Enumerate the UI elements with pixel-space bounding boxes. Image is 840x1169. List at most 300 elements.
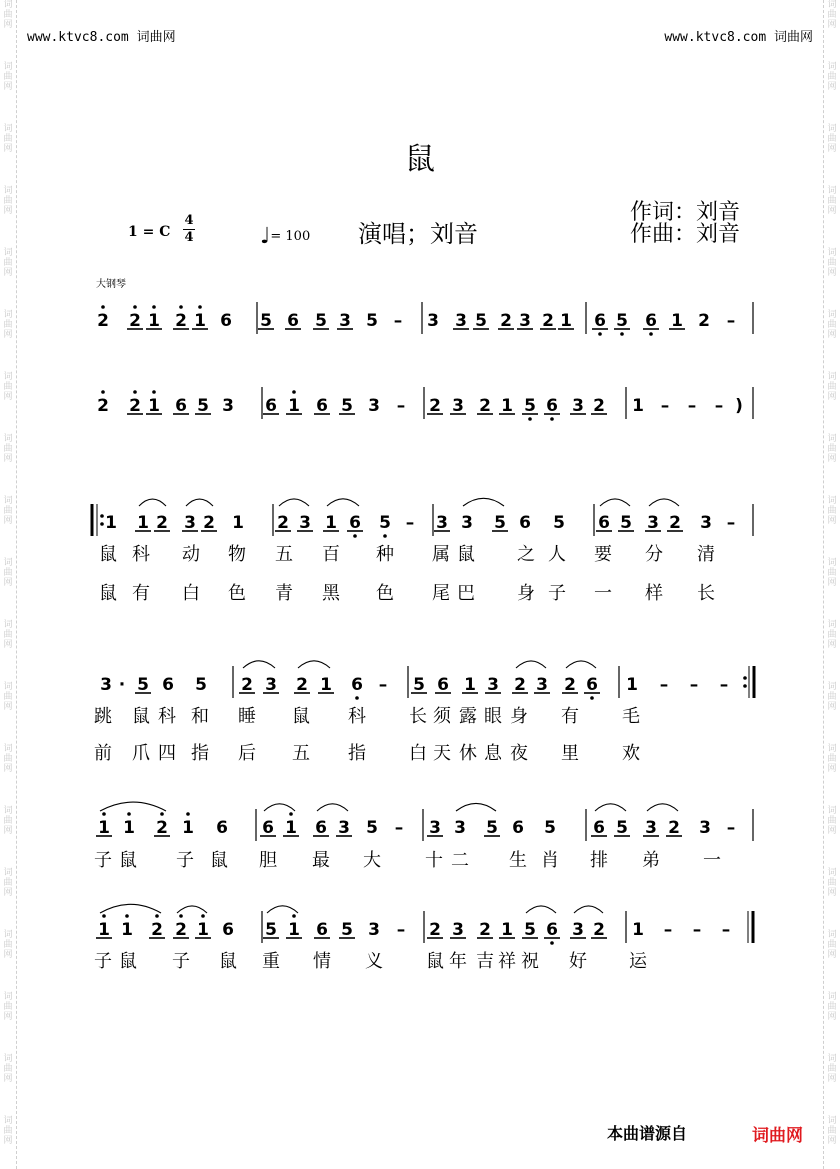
low-octave-dot — [649, 332, 653, 336]
lyric-char: 和 — [191, 706, 209, 727]
instrument-label: 大钢琴 — [96, 279, 126, 290]
note: 6 — [265, 396, 277, 416]
note: 1 — [148, 396, 160, 416]
lyric-char: 欢 — [622, 743, 640, 764]
note: 6 — [437, 675, 449, 695]
note: · — [118, 675, 126, 695]
note: 3 — [699, 818, 711, 838]
lyric-char: 尾 — [432, 583, 450, 604]
edge-watermark-text: 词 曲 网 — [827, 620, 837, 650]
high-octave-dot — [179, 305, 183, 309]
note: 5 — [197, 396, 209, 416]
edge-watermark-text: 词 曲 网 — [3, 806, 13, 836]
note: 5 — [616, 818, 628, 838]
lyric-char: 科 — [348, 706, 366, 727]
note: 1 — [232, 513, 244, 533]
repeat-dot — [743, 676, 747, 680]
note: 3 — [299, 513, 311, 533]
tie-slur — [139, 499, 166, 506]
note: – — [663, 920, 673, 940]
high-octave-dot — [101, 305, 105, 309]
lyric-char: 青 — [275, 583, 293, 604]
note: 5 — [195, 675, 207, 695]
note: 1 — [148, 311, 160, 331]
note: 2 — [514, 675, 526, 695]
note: 1 — [182, 818, 194, 838]
note: 3 — [454, 818, 466, 838]
low-octave-dot — [620, 332, 624, 336]
tie-slur — [243, 661, 275, 668]
note: 3 — [222, 396, 234, 416]
high-octave-dot — [125, 914, 129, 918]
high-octave-dot — [152, 305, 156, 309]
note: 3 — [647, 513, 659, 533]
lyric-char: 排 — [590, 850, 608, 871]
low-octave-dot — [353, 534, 357, 538]
tie-slur — [526, 906, 556, 913]
edge-watermark-text: 词 曲 网 — [827, 806, 837, 836]
note: 2 — [175, 920, 187, 940]
note: – — [396, 396, 406, 416]
edge-watermark-text: 词 曲 网 — [827, 310, 837, 340]
note: 2 — [203, 513, 215, 533]
note: 2 — [593, 396, 605, 416]
composer-credit: 作曲：刘音 — [630, 222, 741, 247]
tie-slur — [647, 804, 678, 811]
lyric-char: 清 — [697, 544, 715, 565]
note: 2 — [429, 396, 441, 416]
lyric-char: 科 — [132, 544, 150, 565]
note: 6 — [216, 818, 228, 838]
note: – — [394, 818, 404, 838]
low-octave-dot — [550, 941, 554, 945]
note: – — [396, 920, 406, 940]
tempo-value: = 100 — [270, 229, 311, 244]
high-octave-dot — [102, 812, 106, 816]
lyric-char: 鼠 — [119, 850, 137, 871]
lyric-char: 生 — [509, 850, 527, 871]
header-left-url[interactable]: www.ktvc8.com — [27, 30, 129, 45]
note: 3 — [700, 513, 712, 533]
note: 6 — [351, 675, 363, 695]
lyric-char: 年 — [449, 951, 467, 972]
note: 6 — [349, 513, 361, 533]
note: 5 — [616, 311, 628, 331]
edge-watermark-text: 词 曲 网 — [3, 496, 13, 526]
lyric-char: 种 — [376, 544, 394, 565]
lyric-char: 眼 — [484, 706, 502, 727]
lyric-char: 样 — [645, 583, 663, 604]
lyric-char: 四 — [158, 743, 176, 764]
lyric-char: 有 — [561, 706, 579, 727]
note: 5 — [366, 311, 378, 331]
tie-slur — [267, 906, 298, 913]
note: – — [719, 675, 729, 695]
lyric-char: 十 — [425, 850, 443, 871]
lyric-char: 黑 — [322, 583, 340, 604]
tie-slur — [456, 803, 496, 811]
lyric-char: 胆 — [259, 850, 277, 871]
note: 2 — [156, 818, 168, 838]
header-right-site-name: 词曲网 — [773, 30, 813, 45]
note: 1 — [325, 513, 337, 533]
tie-slur — [186, 499, 213, 506]
lyric-char: 息 — [484, 743, 502, 764]
lyric-char: 子 — [548, 583, 566, 604]
lyric-char: 大 — [363, 850, 381, 871]
high-octave-dot — [155, 914, 159, 918]
note: 5 — [413, 675, 425, 695]
note: 6 — [593, 818, 605, 838]
lyric-char: 好 — [569, 951, 587, 972]
note: 3 — [536, 675, 548, 695]
lyric-char: 子 — [94, 850, 112, 871]
note: 3 — [339, 311, 351, 331]
singer-credit: 演唱；刘音 — [358, 220, 478, 248]
key-signature: 1 = C — [128, 224, 171, 240]
lyric-char: 五 — [275, 544, 293, 565]
note: 6 — [162, 675, 174, 695]
note: 1 — [98, 920, 110, 940]
note: 2 — [296, 675, 308, 695]
note: 1 — [288, 396, 300, 416]
edge-watermark-text: 词 曲 网 — [827, 1054, 837, 1084]
lyric-char: 鼠 — [132, 706, 150, 727]
lyric-char: 科 — [158, 706, 176, 727]
edge-watermark-text: 词 曲 网 — [827, 1116, 837, 1146]
note: 2 — [97, 311, 109, 331]
edge-watermark-text: 词 曲 网 — [3, 124, 13, 154]
lyricist-credit: 作词：刘音 — [630, 200, 741, 225]
note: 5 — [494, 513, 506, 533]
note: 5 — [475, 311, 487, 331]
note: 5 — [341, 396, 353, 416]
note: – — [726, 818, 736, 838]
note: ) — [735, 396, 743, 416]
note: 3 — [338, 818, 350, 838]
note: 5 — [265, 920, 277, 940]
note: 3 — [461, 513, 473, 533]
lyric-char: 长 — [697, 583, 715, 604]
lyric-char: 五 — [292, 743, 310, 764]
note: 2 — [129, 396, 141, 416]
note: 5 — [260, 311, 272, 331]
lyric-char: 夜 — [510, 743, 528, 764]
edge-watermark-text: 词 曲 网 — [827, 124, 837, 154]
tie-slur — [264, 804, 295, 811]
edge-watermark-text: 词 曲 网 — [3, 992, 13, 1022]
lyric-char: 鼠 — [119, 951, 137, 972]
tie-slur — [177, 906, 207, 913]
lyric-char: 属 — [432, 544, 450, 565]
note: 1 — [98, 818, 110, 838]
edge-watermark-text: 词 曲 网 — [827, 682, 837, 712]
lyric-char: 一 — [703, 850, 721, 871]
lyric-char: 跳 — [94, 706, 112, 727]
lyric-char: 长 — [409, 706, 427, 727]
lyric-char: 毛 — [622, 706, 640, 727]
note: – — [659, 675, 669, 695]
header-right-url[interactable]: www.ktvc8.com — [664, 30, 767, 45]
lyric-char: 一 — [594, 583, 612, 604]
song-title: 鼠 — [405, 142, 435, 177]
note: 1 — [285, 818, 297, 838]
quarter-note-icon: ♩ — [260, 224, 271, 249]
note: 1 — [320, 675, 332, 695]
tie-slur — [595, 804, 626, 811]
lyric-char: 情 — [313, 951, 331, 972]
edge-watermark-text: 词 曲 网 — [3, 682, 13, 712]
note: 3 — [487, 675, 499, 695]
high-octave-dot — [133, 390, 137, 394]
lyric-char: 鼠 — [219, 951, 237, 972]
high-octave-dot — [201, 914, 205, 918]
lyric-char: 身 — [517, 583, 535, 604]
note: 6 — [594, 311, 606, 331]
high-octave-dot — [160, 812, 164, 816]
note: 3 — [455, 311, 467, 331]
lyric-char: 子 — [172, 951, 190, 972]
low-octave-dot — [598, 332, 602, 336]
low-octave-dot — [550, 417, 554, 421]
lyric-char: 子 — [94, 951, 112, 972]
tie-slur — [566, 661, 596, 668]
high-octave-dot — [292, 914, 296, 918]
lyric-char: 指 — [191, 743, 209, 764]
note: 6 — [316, 396, 328, 416]
lyric-char: 百 — [322, 544, 340, 565]
footer-source-label: 本曲谱源自 — [607, 1124, 688, 1143]
note: – — [714, 396, 724, 416]
lyric-char: 指 — [348, 743, 366, 764]
note: 2 — [277, 513, 289, 533]
note: 3 — [452, 920, 464, 940]
low-octave-dot — [383, 534, 387, 538]
note: 2 — [564, 675, 576, 695]
note: 1 — [137, 513, 149, 533]
lyric-char: 鼠 — [292, 706, 310, 727]
high-octave-dot — [102, 914, 106, 918]
note: 1 — [288, 920, 300, 940]
note: 3 — [265, 675, 277, 695]
lyric-char: 之 — [517, 544, 535, 565]
note: 2 — [479, 920, 491, 940]
lyric-char: 分 — [645, 544, 663, 565]
tie-slur — [298, 661, 330, 668]
edge-watermark-text: 词 曲 网 — [3, 930, 13, 960]
note: 3 — [429, 818, 441, 838]
edge-watermark-text: 词 曲 网 — [3, 248, 13, 278]
note: 6 — [220, 311, 232, 331]
edge-watermark-text: 词 曲 网 — [827, 496, 837, 526]
lyric-char: 祥 — [498, 951, 516, 972]
note: 6 — [546, 396, 558, 416]
note: 3 — [184, 513, 196, 533]
lyric-char: 色 — [228, 583, 246, 604]
note: 2 — [479, 396, 491, 416]
note: 3 — [100, 675, 112, 695]
note: – — [393, 311, 403, 331]
note: 6 — [315, 818, 327, 838]
note: 2 — [698, 311, 710, 331]
high-octave-dot — [179, 914, 183, 918]
note: 1 — [197, 920, 209, 940]
lyric-char: 运 — [629, 951, 647, 972]
note: 3 — [572, 396, 584, 416]
edge-watermark-text: 词 曲 网 — [3, 744, 13, 774]
low-octave-dot — [590, 696, 594, 700]
edge-watermark-text: 词 曲 网 — [827, 62, 837, 92]
note: 1 — [560, 311, 572, 331]
note: – — [726, 311, 736, 331]
tie-slur — [100, 802, 166, 811]
note: 2 — [500, 311, 512, 331]
note: 5 — [366, 818, 378, 838]
note: 6 — [512, 818, 524, 838]
time-signature-bottom: 4 — [184, 230, 194, 245]
note: 3 — [452, 396, 464, 416]
note: 1 — [194, 311, 206, 331]
note: 1 — [501, 396, 513, 416]
lyric-char: 白 — [182, 583, 200, 604]
lyric-char: 人 — [548, 544, 566, 565]
note: 2 — [97, 396, 109, 416]
note: 3 — [427, 311, 439, 331]
footer-site-name[interactable]: 词曲网 — [752, 1126, 803, 1146]
lyric-char: 鼠 — [99, 544, 117, 565]
note: 3 — [368, 396, 380, 416]
note: 5 — [486, 818, 498, 838]
edge-watermark-text: 词 曲 网 — [3, 62, 13, 92]
note: – — [687, 396, 697, 416]
tie-slur — [279, 499, 309, 506]
high-octave-dot — [292, 390, 296, 394]
lyric-char: 肖 — [541, 850, 559, 871]
note: 2 — [156, 513, 168, 533]
lyric-char: 动 — [182, 544, 200, 565]
note: 5 — [341, 920, 353, 940]
edge-watermark-text: 词 曲 网 — [3, 620, 13, 650]
tie-slur — [574, 906, 603, 913]
note: 1 — [121, 920, 133, 940]
note: – — [405, 513, 415, 533]
edge-watermark-text: 词 曲 网 — [3, 372, 13, 402]
lyric-char: 天 — [433, 743, 451, 764]
tie-slur — [463, 498, 504, 506]
note: – — [378, 675, 388, 695]
note: 1 — [464, 675, 476, 695]
lyric-char: 后 — [238, 743, 256, 764]
lyric-char: 巴 — [457, 583, 475, 604]
note: 6 — [175, 396, 187, 416]
low-octave-dot — [528, 417, 532, 421]
lyric-char: 弟 — [642, 850, 660, 871]
note: 6 — [262, 818, 274, 838]
lyric-char: 白 — [409, 743, 427, 764]
edge-watermark-text: 词 曲 网 — [827, 372, 837, 402]
note: 2 — [668, 818, 680, 838]
note: – — [726, 513, 736, 533]
note: 6 — [519, 513, 531, 533]
note: 1 — [626, 675, 638, 695]
high-octave-dot — [152, 390, 156, 394]
note: 6 — [546, 920, 558, 940]
repeat-dot — [100, 522, 104, 526]
lyric-char: 祝 — [521, 951, 539, 972]
edge-watermark-text: 词 曲 网 — [827, 0, 837, 30]
edge-watermark-text: 词 曲 网 — [3, 434, 13, 464]
note: 1 — [671, 311, 683, 331]
lyric-char: 露 — [459, 706, 477, 727]
lyric-char: 里 — [561, 743, 579, 764]
lyric-char: 最 — [312, 850, 330, 871]
note: 5 — [544, 818, 556, 838]
edge-watermark-text: 词 曲 网 — [827, 744, 837, 774]
lyric-char: 身 — [510, 706, 528, 727]
note: 2 — [129, 311, 141, 331]
note: 3 — [368, 920, 380, 940]
lyric-char: 须 — [433, 706, 451, 727]
note: 6 — [287, 311, 299, 331]
low-octave-dot — [355, 696, 359, 700]
note: 6 — [316, 920, 328, 940]
header-left-site-name: 词曲网 — [136, 30, 176, 45]
note: 5 — [620, 513, 632, 533]
note: 5 — [524, 920, 536, 940]
note: 1 — [632, 396, 644, 416]
edge-watermark-text: 词 曲 网 — [3, 0, 13, 30]
tie-slur — [600, 499, 630, 506]
lyric-char: 前 — [94, 743, 112, 764]
high-octave-dot — [133, 305, 137, 309]
edge-watermark-text: 词 曲 网 — [827, 930, 837, 960]
lyric-char: 重 — [262, 951, 280, 972]
tie-slur — [317, 804, 348, 811]
edge-watermark-text: 词 曲 网 — [3, 1116, 13, 1146]
edge-watermark-text: 词 曲 网 — [827, 992, 837, 1022]
note: 5 — [315, 311, 327, 331]
note: 5 — [553, 513, 565, 533]
note: 6 — [222, 920, 234, 940]
tie-slur — [100, 904, 161, 913]
edge-watermark-text: 词 曲 网 — [3, 1054, 13, 1084]
note: 3 — [645, 818, 657, 838]
lyric-char: 要 — [594, 544, 612, 565]
lyric-char: 有 — [132, 583, 150, 604]
high-octave-dot — [289, 812, 293, 816]
note: 6 — [586, 675, 598, 695]
edge-watermark-text: 词 曲 网 — [827, 186, 837, 216]
note: – — [721, 920, 731, 940]
note: 1 — [123, 818, 135, 838]
tie-slur — [327, 499, 359, 506]
lyric-char: 物 — [228, 544, 246, 565]
lyric-char: 色 — [376, 583, 394, 604]
high-octave-dot — [127, 812, 131, 816]
tie-slur — [516, 661, 546, 668]
edge-watermark-text: 词 曲 网 — [827, 558, 837, 588]
edge-watermark-text: 词 曲 网 — [3, 868, 13, 898]
note: – — [692, 920, 702, 940]
lyric-char: 鼠 — [99, 583, 117, 604]
lyric-char: 义 — [365, 951, 383, 972]
edge-watermark-text: 词 曲 网 — [827, 434, 837, 464]
lyric-char: 鼠 — [210, 850, 228, 871]
note: 1 — [632, 920, 644, 940]
note: 1 — [501, 920, 513, 940]
note: 3 — [572, 920, 584, 940]
edge-watermark-text: 词 曲 网 — [827, 868, 837, 898]
